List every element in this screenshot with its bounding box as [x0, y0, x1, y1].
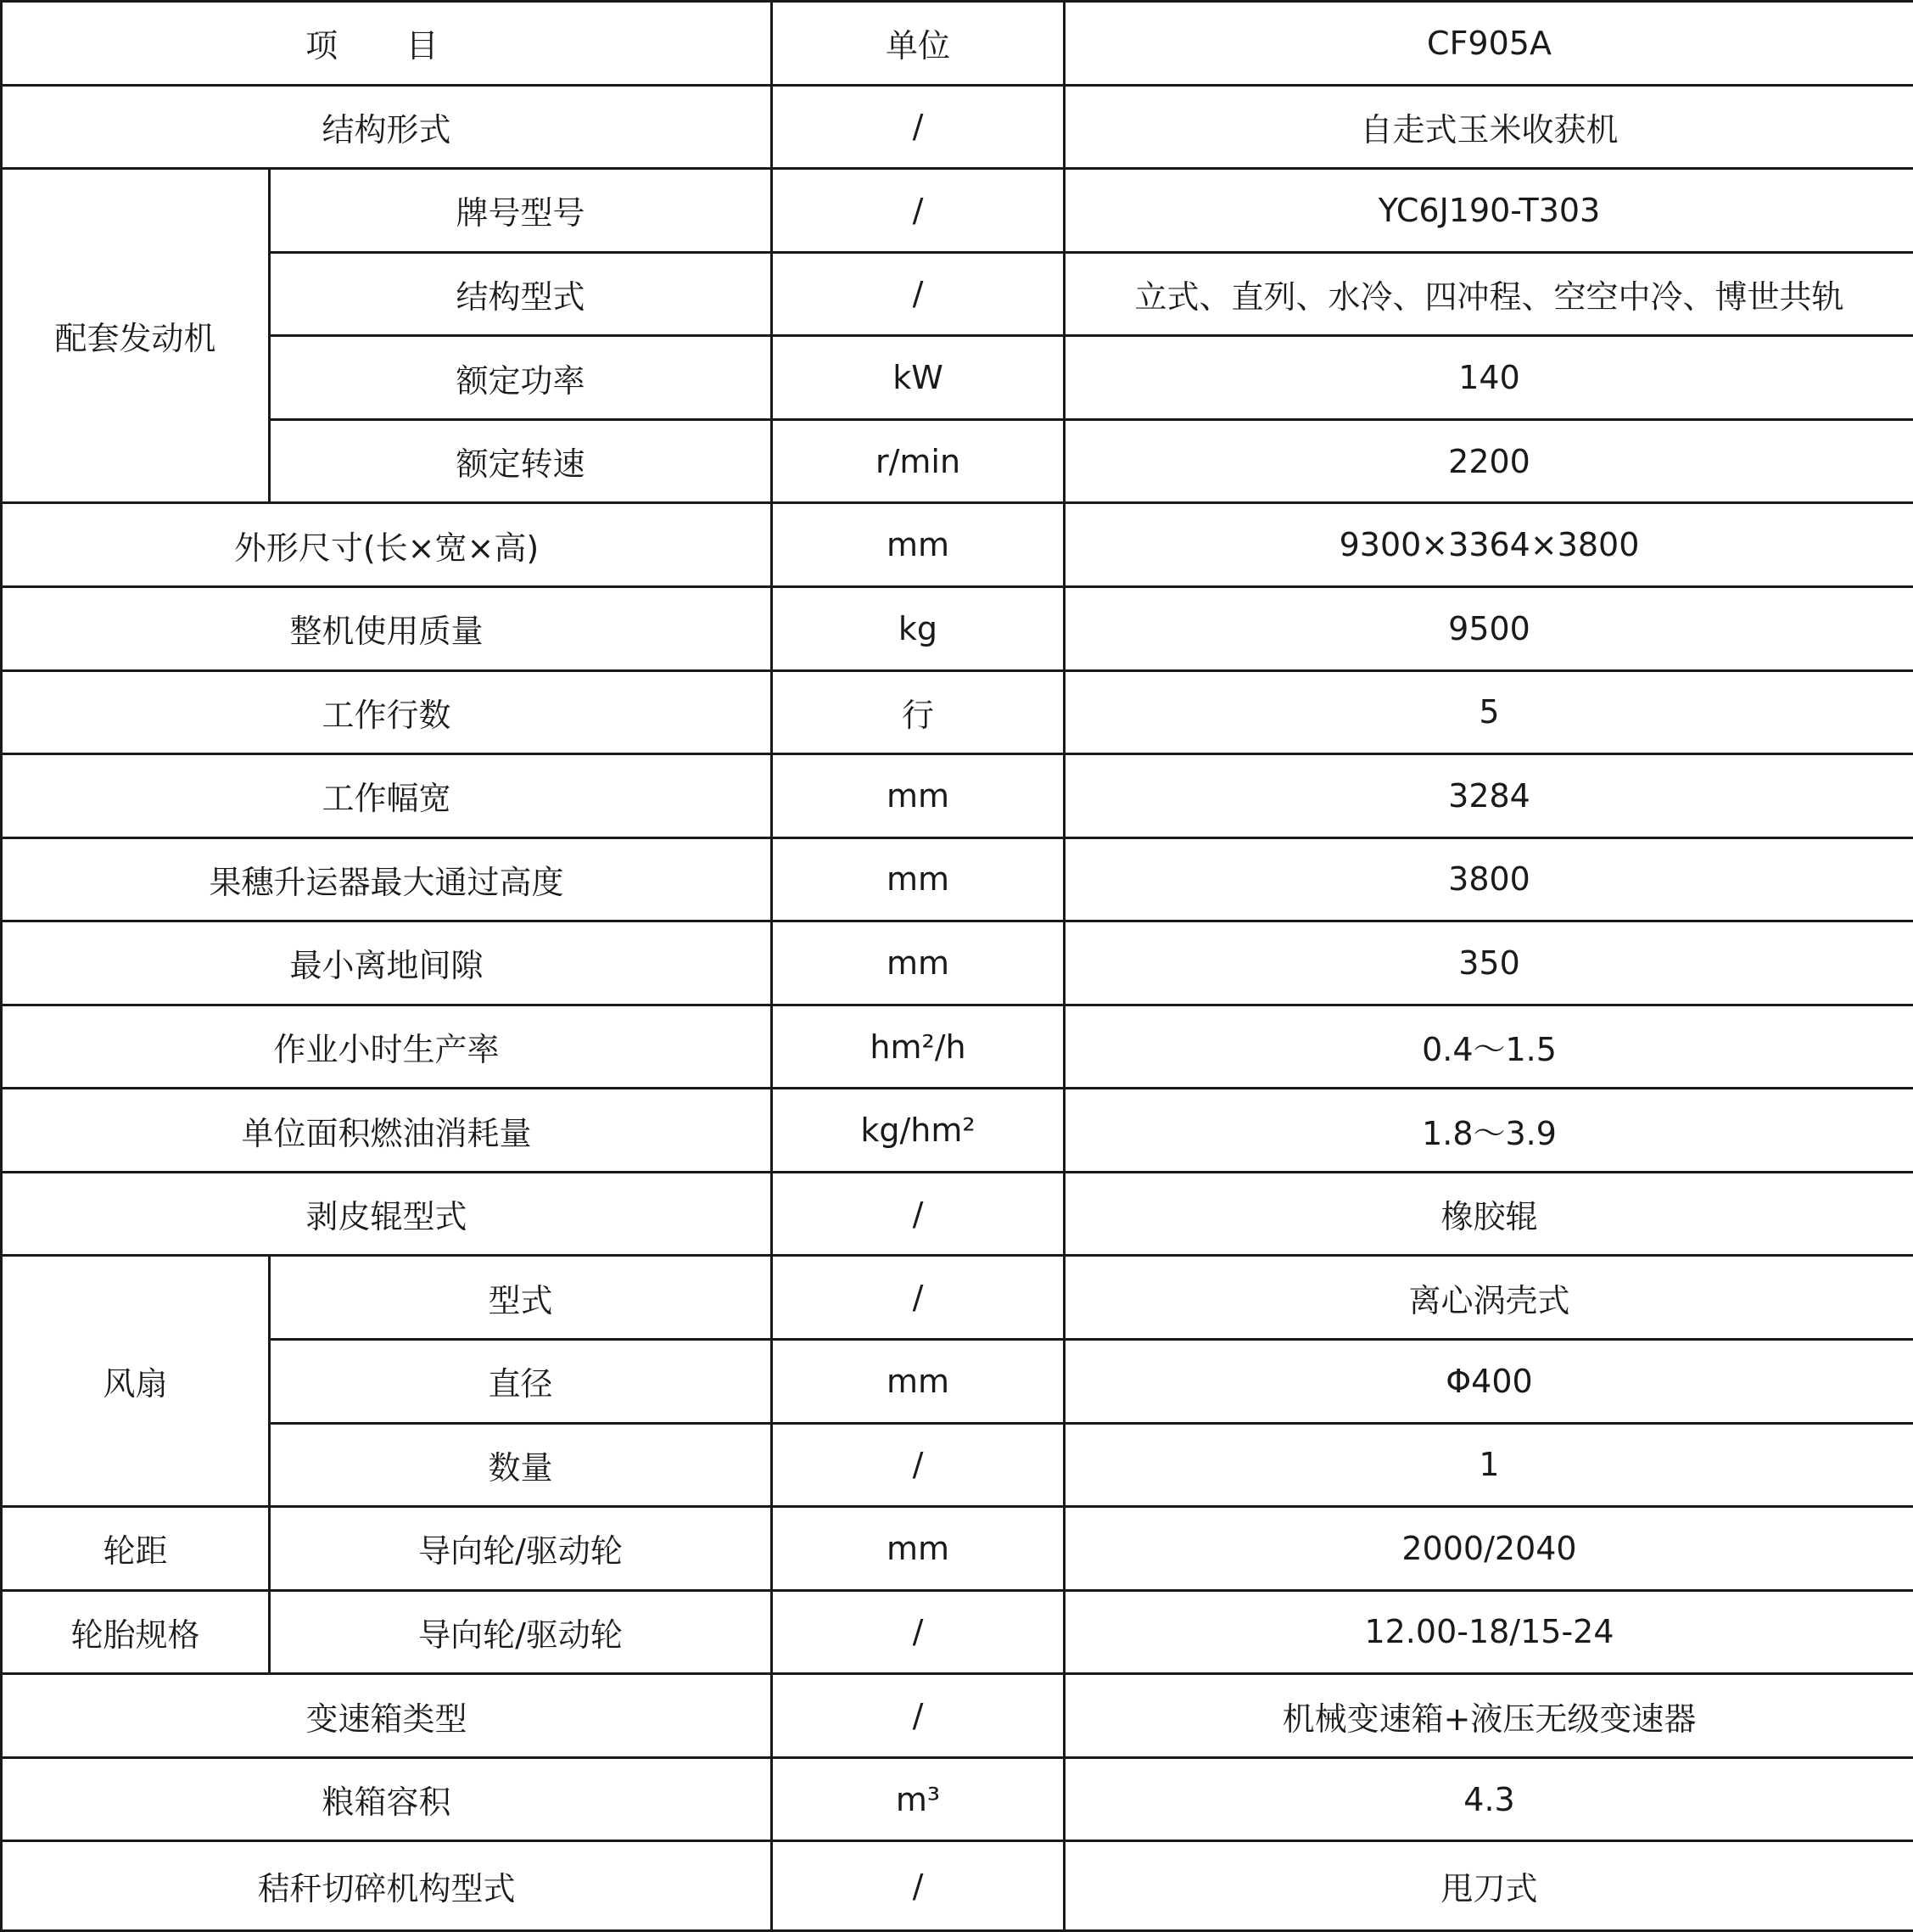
row-unit: m³ [772, 1757, 1065, 1841]
table-row [2, 1841, 1913, 1931]
row-value: 140 [1065, 336, 1913, 420]
row-unit: / [772, 1256, 1065, 1340]
row-label: 外形尺寸(长×宽×高) [2, 503, 772, 587]
table-row [2, 1590, 1913, 1674]
row-value: 0.4～1.5 [1065, 1005, 1913, 1089]
table-row [2, 1674, 1913, 1758]
row-label: 作业小时生产率 [2, 1005, 772, 1089]
row-value: 立式、直列、水冷、四冲程、空空中冷、博世共轨 [1065, 252, 1913, 336]
row-label: 结构型式 [270, 252, 772, 336]
row-label: 果穗升运器最大通过高度 [2, 837, 772, 921]
table-row [2, 670, 1913, 754]
table-row [2, 921, 1913, 1005]
table-row [2, 1757, 1913, 1841]
table-row [2, 1089, 1913, 1173]
row-label: 数量 [270, 1423, 772, 1507]
group-label-engine: 配套发动机 [2, 169, 270, 503]
row-value: 4.3 [1065, 1757, 1913, 1841]
row-value: 9500 [1065, 586, 1913, 670]
row-label: 最小离地间隙 [2, 921, 772, 1005]
row-unit: / [772, 1172, 1065, 1256]
table-row [2, 1423, 1913, 1507]
row-unit: / [772, 252, 1065, 336]
row-label: 变速箱类型 [2, 1674, 772, 1758]
row-unit: / [772, 1423, 1065, 1507]
row-value: 12.00-18/15-24 [1065, 1590, 1913, 1674]
row-label: 秸秆切碎机构型式 [2, 1841, 772, 1931]
row-value: 3284 [1065, 754, 1913, 838]
row-value: 350 [1065, 921, 1913, 1005]
table-row [2, 336, 1913, 420]
row-unit: / [772, 85, 1065, 169]
row-label: 剥皮辊型式 [2, 1172, 772, 1256]
row-value: YC6J190-T303 [1065, 169, 1913, 253]
row-value: 橡胶辊 [1065, 1172, 1913, 1256]
row-unit: / [772, 1674, 1065, 1758]
row-label: 导向轮/驱动轮 [270, 1507, 772, 1591]
group-label-fan: 风扇 [2, 1256, 270, 1507]
row-label: 直径 [270, 1340, 772, 1424]
row-unit: 行 [772, 670, 1065, 754]
table-row [2, 1507, 1913, 1591]
row-unit: mm [772, 837, 1065, 921]
row-label: 工作行数 [2, 670, 772, 754]
table-row [2, 1172, 1913, 1256]
header-unit: 单位 [772, 2, 1065, 86]
group-label-tire: 轮胎规格 [2, 1590, 270, 1674]
row-value: 自走式玉米收获机 [1065, 85, 1913, 169]
row-value: 3800 [1065, 837, 1913, 921]
header-item: 项 目 [2, 2, 772, 86]
row-label: 牌号型号 [270, 169, 772, 253]
row-label: 单位面积燃油消耗量 [2, 1089, 772, 1173]
row-unit: / [772, 1841, 1065, 1931]
row-unit: kg [772, 586, 1065, 670]
row-unit: mm [772, 921, 1065, 1005]
row-unit: kW [772, 336, 1065, 420]
row-value: 9300×3364×3800 [1065, 503, 1913, 587]
row-value: 甩刀式 [1065, 1841, 1913, 1931]
row-value: 机械变速箱+液压无级变速器 [1065, 1674, 1913, 1758]
table-row [2, 586, 1913, 670]
row-unit: mm [772, 754, 1065, 838]
row-value: 2000/2040 [1065, 1507, 1913, 1591]
row-value: Φ400 [1065, 1340, 1913, 1424]
row-label: 导向轮/驱动轮 [270, 1590, 772, 1674]
row-unit: / [772, 1590, 1065, 1674]
header-model: CF905A [1065, 2, 1913, 86]
table-row [2, 169, 1913, 253]
row-label: 额定转速 [270, 419, 772, 503]
row-value: 2200 [1065, 419, 1913, 503]
row-label: 型式 [270, 1256, 772, 1340]
row-label: 工作幅宽 [2, 754, 772, 838]
group-label-track: 轮距 [2, 1507, 270, 1591]
row-value: 1 [1065, 1423, 1913, 1507]
table-row [2, 503, 1913, 587]
header-row [2, 2, 1913, 86]
row-label: 粮箱容积 [2, 1757, 772, 1841]
row-value: 1.8～3.9 [1065, 1089, 1913, 1173]
row-value: 离心涡壳式 [1065, 1256, 1913, 1340]
table-row [2, 1340, 1913, 1424]
table-row [2, 419, 1913, 503]
table-row [2, 1005, 1913, 1089]
table-row [2, 1256, 1913, 1340]
row-unit: mm [772, 1340, 1065, 1424]
row-value: 5 [1065, 670, 1913, 754]
row-unit: mm [772, 503, 1065, 587]
table-row [2, 85, 1913, 169]
row-label: 结构形式 [2, 85, 772, 169]
row-unit: r/min [772, 419, 1065, 503]
row-unit: kg/hm² [772, 1089, 1065, 1173]
row-label: 整机使用质量 [2, 586, 772, 670]
row-label: 额定功率 [270, 336, 772, 420]
row-unit: hm²/h [772, 1005, 1065, 1089]
row-unit: mm [772, 1507, 1065, 1591]
row-unit: / [772, 169, 1065, 253]
table-row [2, 837, 1913, 921]
table-row [2, 252, 1913, 336]
table-row [2, 754, 1913, 838]
